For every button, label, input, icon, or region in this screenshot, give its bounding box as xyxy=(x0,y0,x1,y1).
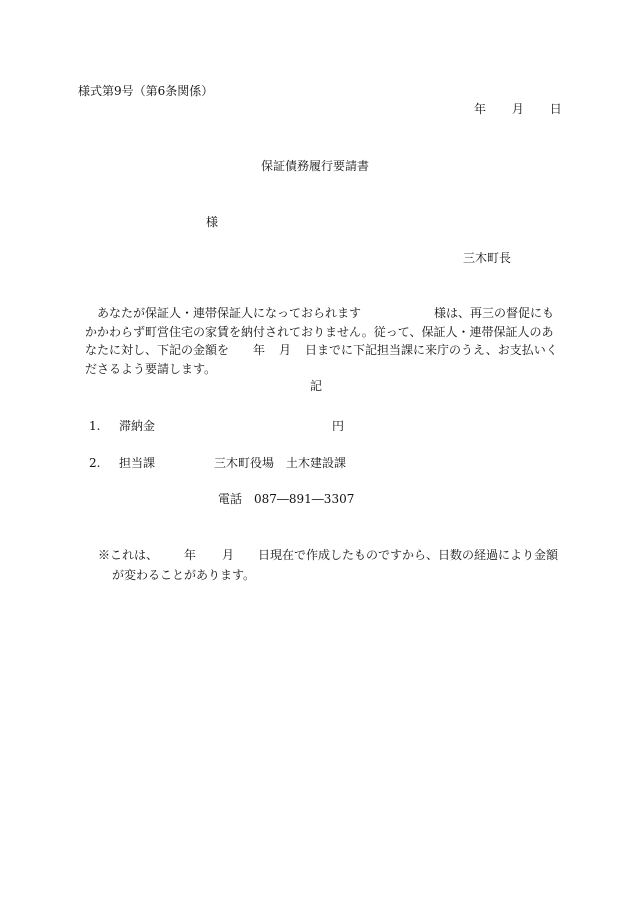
body-line-2: かかわらず町営住宅の家賃を納付されておりません。従って、保証人・連帯保証人のあ xyxy=(85,324,554,339)
note-line-1: ※これは、 年 月 日現在で作成したものですから、日数の経過により金額 xyxy=(98,548,559,562)
form-number: 様式第9号（第6条関係） xyxy=(78,84,214,98)
issuer-name: 三木町長 xyxy=(463,251,512,265)
body-paragraph xyxy=(85,304,560,378)
body-line-4: ださるよう要請します。 xyxy=(85,361,217,376)
ki-heading: 記 xyxy=(310,379,323,393)
item-1-unit: 円 xyxy=(332,419,345,433)
phone-number: 087―891―3307 xyxy=(254,492,355,506)
date-day: 日 xyxy=(549,102,562,116)
body-line-1: あなたが保証人・連帯保証人になっておられます 様は、再三の督促にも xyxy=(97,306,555,320)
item-2-number: 2. xyxy=(89,456,101,470)
note-line-2: が変わることがあります。 xyxy=(112,568,256,582)
body-line-3: なたに対し、下記の金額を 年 月 日までに下記担当課に来庁のうえ、お支払いく xyxy=(85,343,558,358)
phone-label: 電話 xyxy=(218,492,243,506)
note xyxy=(98,545,568,585)
document-title: 保証債務履行要請書 xyxy=(261,159,370,173)
date-month: 月 xyxy=(511,102,524,116)
item-1-label: 滞納金 xyxy=(119,419,156,433)
issue-date xyxy=(474,102,562,116)
item-1-number: 1. xyxy=(89,419,101,433)
addressee-suffix: 様 xyxy=(206,215,219,229)
date-year: 年 xyxy=(474,102,487,116)
item-2-value: 三木町役場 土木建設課 xyxy=(214,456,347,470)
item-2-label: 担当課 xyxy=(119,456,156,470)
